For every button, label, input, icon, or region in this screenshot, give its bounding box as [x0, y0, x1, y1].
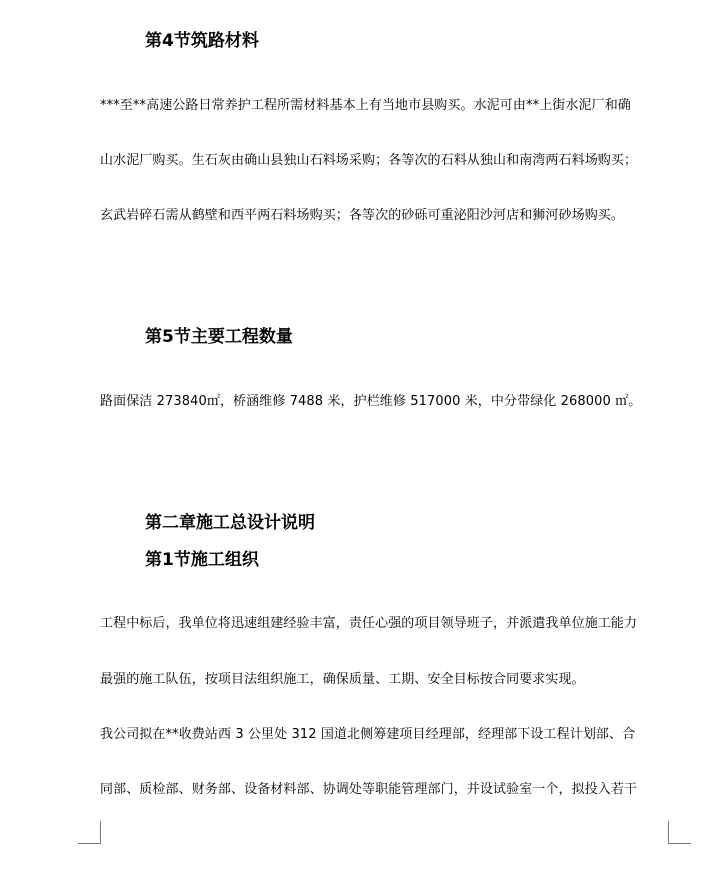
chapter-2-line-2: 最强的施工队伍，按项目法组织施工，确保质量、工期、安全目标按合同要求实现。	[100, 672, 585, 687]
crop-mark-left	[78, 821, 101, 844]
section-5-heading: 第5节主要工程数量	[145, 327, 293, 347]
chapter-2-line-4: 同部、质检部、财务部、设备材料部、协调处等职能管理部门，并设试验室一个，拟投入若干	[100, 782, 638, 797]
section-5-line: 路面保洁 273840㎡，桥涵维修 7488 米，护栏维修 517000 米，中分带绿化 268000 ㎡。	[100, 394, 642, 409]
section-4-line-3: 玄武岩碎石需从鹤壁和西平两石料场购买；各等次的砂砾可重泌阳沙河店和狮河砂场购买。	[100, 208, 625, 223]
chapter-2-line-3: 我公司拟在**收费站西 3 公里处 312 国道北侧筹建项目经理部，经理部下设工程计划部、合	[100, 727, 636, 742]
chapter-2-title: 第二章施工总设计说明	[145, 513, 315, 533]
section-4-heading: 第4节筑路材料	[145, 31, 259, 51]
section-4-line-1: ***至**高速公路日常养护工程所需材料基本上有当地市县购买。水泥可由**上街水泥厂和确	[100, 98, 631, 113]
section-4-line-2: 山水泥厂购买。生石灰由确山县独山石料场采购；各等次的石料从独山和南湾两石料场购买；	[100, 153, 638, 168]
crop-mark-right	[668, 821, 691, 844]
chapter-2-line-1: 工程中标后，我单位将迅速组建经验丰富，责任心强的项目领导班子，并派遣我单位施工能力	[100, 616, 638, 631]
chapter-2-section-1-heading: 第1节施工组织	[145, 550, 259, 570]
